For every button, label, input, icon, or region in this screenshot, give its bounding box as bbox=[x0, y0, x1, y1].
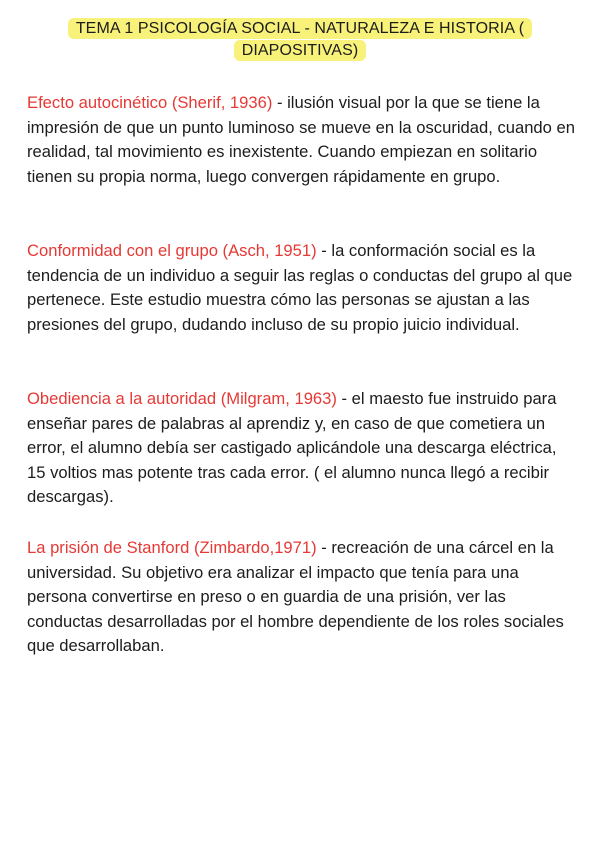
section-text: - ilusión visual por la que se tiene la impresión de que un punto luminoso se mueve en la oscuridad, cuando en realidad, tal movimiento es inexistente. Cuando empiezan en solitario tienen su propia norma, luego convergen rápidamente en grupo. bbox=[27, 93, 575, 186]
section-autokinetic-effect bbox=[27, 91, 575, 189]
section-obedience-authority bbox=[27, 387, 575, 510]
section-term: Efecto autocinético (Sherif, 1936) bbox=[27, 93, 273, 112]
section-group-conformity bbox=[27, 239, 575, 337]
section-term: Conformidad con el grupo (Asch, 1951) bbox=[27, 241, 317, 260]
section-text: - recreación de una cárcel en la universidad. Su objetivo era analizar el impacto que tenía para una persona convertirse en preso o en guardia de una prisión, ver las conductas desarrolladas por el hombre dependiente de los roles sociales que desarrollaban. bbox=[27, 538, 564, 656]
section-stanford-prison bbox=[27, 536, 575, 659]
section-text: - el maesto fue instruido para enseñar pares de palabras al aprendiz y, en caso de que cometiera un error, el alumno debía ser castigado aplicándole una descarga eléctrica, 15 voltios mas potente tras cada error. ( el alumno nunca llegó a recibir descargas). bbox=[27, 389, 557, 507]
section-term: Obediencia a la autoridad (Milgram, 1963) bbox=[27, 389, 337, 408]
section-term: La prisión de Stanford (Zimbardo,1971) bbox=[27, 538, 317, 557]
highlighted-title: TEMA 1 PSICOLOGÍA SOCIAL - NATURALEZA E HISTORIA ( DIAPOSITIVAS) bbox=[68, 18, 532, 61]
section-text: - la conformación social es la tendencia de un individuo a seguir las reglas o conductas del grupo al que pertenece. Este estudio muestra cómo las personas se ajustan a las presiones del grupo, dudando incluso de su propio juicio individual. bbox=[27, 241, 573, 334]
page-title bbox=[40, 18, 560, 62]
